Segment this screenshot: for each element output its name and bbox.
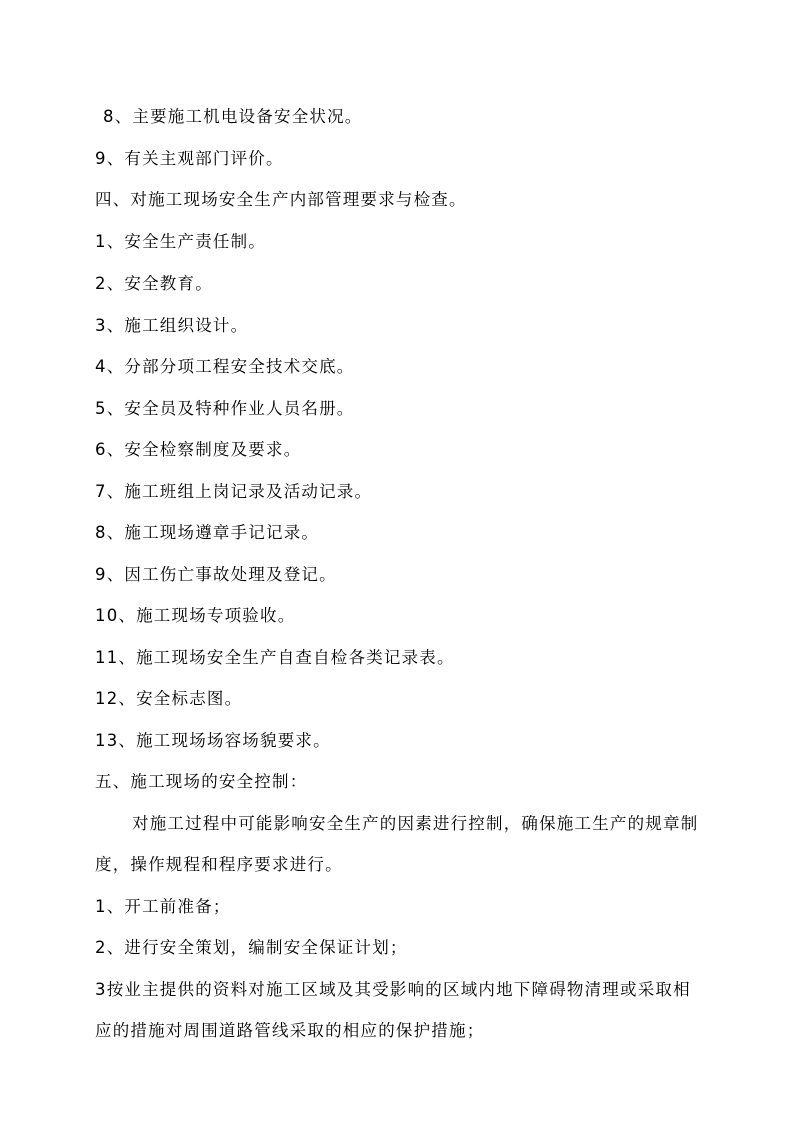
list-item-underground-obstacles: 3按业主提供的资料对施工区域及其受影响的区域内地下障碍物清理或采取相 [95,980,691,999]
list-item-department-evaluation: 9、有关主观部门评价。 [95,149,284,168]
list-item-compliance-records: 8、施工现场遵章手记记录。 [95,523,320,542]
list-item-safety-planning: 2、进行安全策划，编制安全保证计划； [95,938,408,957]
list-item-personnel-roster: 5、安全员及特种作业人员名册。 [95,399,355,418]
list-item-preparation: 1、开工前准备； [95,897,231,916]
paragraph-line-2: 度，操作规程和程序要求进行。 [95,855,343,874]
list-item-responsibility: 1、安全生产责任制。 [95,232,266,251]
list-item-education: 2、安全教育。 [95,274,213,293]
list-item-self-inspection-forms: 11、施工现场安全生产自查自检各类记录表。 [95,648,455,667]
list-item-accident-handling: 9、因工伤亡事故处理及登记。 [95,565,337,584]
list-item-equipment-safety: 8、主要施工机电设备安全状况。 [103,107,363,126]
list-item-inspection-system: 6、安全检察制度及要求。 [95,440,302,459]
list-item-site-appearance: 13、施工现场场容场貌要求。 [95,731,331,750]
list-item-organization-design: 3、施工组织设计。 [95,316,249,335]
list-item-team-records: 7、施工班组上岗记录及活动记录。 [95,482,373,501]
section-heading-five: 五、施工现场的安全控制： [95,772,308,791]
list-item-technical-briefing: 4、分部分项工程安全技术交底。 [95,357,355,376]
list-item-safety-signs: 12、安全标志图。 [95,689,243,708]
section-heading-four: 四、对施工现场安全生产内部管理要求与检查。 [95,190,467,209]
list-item-protection-measures: 应的措施对周围道路管线采取的相应的保护措施； [95,1021,485,1040]
paragraph-line-1: 对施工过程中可能影响安全生产的因素进行控制，确保施工生产的规章制 [132,814,699,833]
list-item-special-acceptance: 10、施工现场专项验收。 [95,606,296,625]
